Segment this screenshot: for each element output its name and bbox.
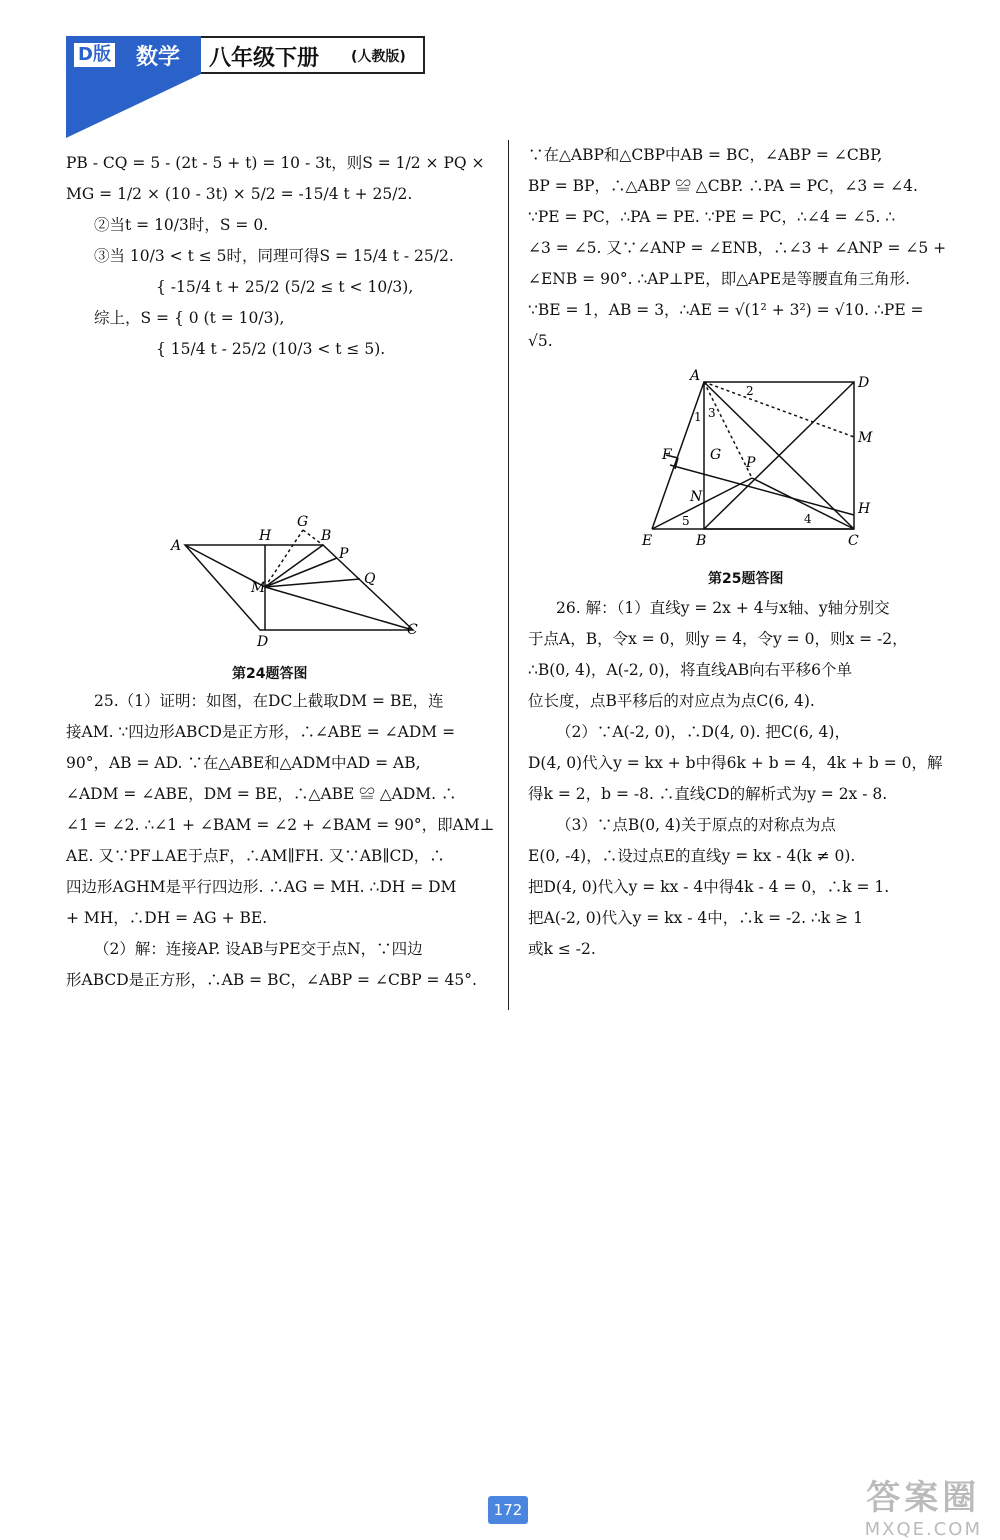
text-line: （2）解：连接AP. 设AB与PE交于点N，∵四边 <box>94 940 423 958</box>
fig25-label: B <box>696 533 707 549</box>
fig25-label: F <box>662 447 672 463</box>
watermark <box>865 1470 982 1540</box>
column-divider <box>508 140 509 1010</box>
text-line: BP = BP，∴△ABP ≌ △CBP. ∴PA = PC，∠3 = ∠4. <box>528 177 918 195</box>
text-line: 形ABCD是正方形，∴AB = BC，∠ABP = ∠CBP = 45°. <box>66 971 477 989</box>
fig24-label: D <box>257 634 269 650</box>
text-line: + MH，∴DH = AG + BE. <box>66 909 268 927</box>
subject-label: 数学 <box>136 45 181 70</box>
text-line: 综上，S = { 0 (t = 10/3), <box>94 309 285 327</box>
figure-25 <box>638 365 878 555</box>
fig25-label: E <box>642 533 653 549</box>
fig25-angle: 4 <box>804 512 812 526</box>
left-column-top <box>66 148 496 365</box>
fig24-label: M <box>251 580 266 596</box>
text-line: { -15/4 t + 25/2 (5/2 ≤ t < 10/3), <box>156 278 414 296</box>
text-line: ∠ADM = ∠ABE，DM = BE，∴△ABE ≌ △ADM. ∴ <box>66 785 457 803</box>
text-line: ∵PE = PC，∴PA = PE. ∵PE = PC，∴∠4 = ∠5. ∴ <box>528 208 896 226</box>
figure-25-caption: 第25题答图 <box>708 571 784 587</box>
right-column-bottom <box>528 593 968 965</box>
book-title: 八年级下册 <box>209 46 320 71</box>
text-line: 25.（1）证明：如图，在DC上截取DM = BE，连 <box>94 692 444 710</box>
text-line: ∵BE = 1，AB = 3，∴AE = √(1² + 3²) = √10. ∴PE = <box>528 301 924 319</box>
fig24-label: G <box>297 514 309 530</box>
fig25-label: P <box>746 455 756 471</box>
text-line: 把A(-2, 0)代入y = kx - 4中，∴k = -2. ∴k ≥ 1 <box>528 909 863 927</box>
header-banner-tail <box>66 74 201 138</box>
text-line: PB - CQ = 5 - (2t - 5 + t) = 10 - 3t，则S = 1/2 × PQ × <box>66 154 485 172</box>
fig25-angle: 5 <box>682 514 690 528</box>
fig25-angle: 2 <box>746 384 754 398</box>
text-line: ∠3 = ∠5. 又∵∠ANP = ∠ENB，∴∠3 + ∠ANP = ∠5 + <box>528 239 947 257</box>
edition-badge: D版 <box>74 43 115 67</box>
fig25-label: H <box>858 501 871 517</box>
fig24-label: C <box>407 622 418 638</box>
watermark-line1: 答案圈 <box>866 1478 981 1518</box>
fig25-angle: 3 <box>708 406 716 420</box>
header-title-box <box>201 36 425 74</box>
page-header <box>66 36 426 76</box>
right-column-top <box>528 140 968 357</box>
text-line: 得k = 2，b = -8. ∴直线CD的解析式为y = 2x - 8. <box>528 785 888 803</box>
text-line: ②当t = 10/3时，S = 0. <box>94 216 269 234</box>
text-line: E(0, -4)，∴设过点E的直线y = kx - 4(k ≠ 0). <box>528 847 856 865</box>
fig25-label: A <box>690 368 701 384</box>
fig24-label: A <box>171 538 182 554</box>
fig25-label: C <box>848 533 859 549</box>
text-line: （2）∵A(-2, 0)，∴D(4, 0). 把C(6, 4)， <box>556 723 850 741</box>
left-column-bottom <box>66 686 496 996</box>
figure-24 <box>165 512 435 652</box>
text-line: 把D(4, 0)代入y = kx - 4中得4k - 4 = 0，∴k = 1. <box>528 878 890 896</box>
text-line: ∠ENB = 90°. ∴AP⊥PE，即△APE是等腰直角三角形. <box>528 270 911 288</box>
text-line: ∠1 = ∠2. ∴∠1 + ∠BAM = ∠2 + ∠BAM = 90°，即AM⊥ <box>66 816 495 834</box>
text-line: ∴B(0, 4)，A(-2, 0)，将直线AB向右平移6个单 <box>528 661 852 679</box>
fig25-label: D <box>858 375 870 391</box>
fig25-label: G <box>710 447 722 463</box>
text-line: 四边形AGHM是平行四边形. ∴AG = MH. ∴DH = DM <box>66 878 457 896</box>
text-line: 或k ≤ -2. <box>528 940 596 958</box>
text-line: （3）∵点B(0, 4)关于原点的对称点为点 <box>556 816 836 834</box>
text-line: 于点A，B，令x = 0，则y = 4，令y = 0，则x = -2， <box>528 630 908 648</box>
text-line: MG = 1/2 × (10 - 3t) × 5/2 = -15/4 t + 25/2. <box>66 185 413 203</box>
fig24-label: Q <box>364 571 376 587</box>
fig24-label: P <box>339 546 349 562</box>
book-edition: (人教版) <box>351 49 406 65</box>
page-number: 172 <box>488 1496 528 1524</box>
figure-24-caption: 第24题答图 <box>232 666 308 682</box>
text-line: ∵在△ABP和△CBP中AB = BC，∠ABP = ∠CBP, <box>528 146 883 164</box>
fig24-label: B <box>321 528 332 544</box>
fig25-label: N <box>690 489 703 505</box>
fig25-angle: 1 <box>694 410 702 424</box>
text-line: 接AM. ∵四边形ABCD是正方形，∴∠ABE = ∠ADM = <box>66 723 456 741</box>
text-line: 26. 解：（1）直线y = 2x + 4与x轴、y轴分别交 <box>556 599 890 617</box>
fig24-label: H <box>259 528 272 544</box>
text-line: 90°，AB = AD. ∵在△ABE和△ADM中AD = AB, <box>66 754 421 772</box>
text-line: { 15/4 t - 25/2 (10/3 < t ≤ 5). <box>156 340 386 358</box>
text-line: √5. <box>528 332 553 350</box>
text-line: D(4, 0)代入y = kx + b中得6k + b = 4，4k + b = 0，解 <box>528 754 943 772</box>
watermark-line2: MXQE.COM <box>864 1519 982 1540</box>
text-line: 位长度，点B平移后的对应点为点C(6, 4). <box>528 692 815 710</box>
text-line: AE. 又∵PF⊥AE于点F，∴AM∥FH. 又∵AB∥CD，∴ <box>66 847 445 865</box>
text-line: ③当 10/3 < t ≤ 5时，同理可得S = 15/4 t - 25/2. <box>94 247 454 265</box>
fig25-label: M <box>858 430 873 446</box>
